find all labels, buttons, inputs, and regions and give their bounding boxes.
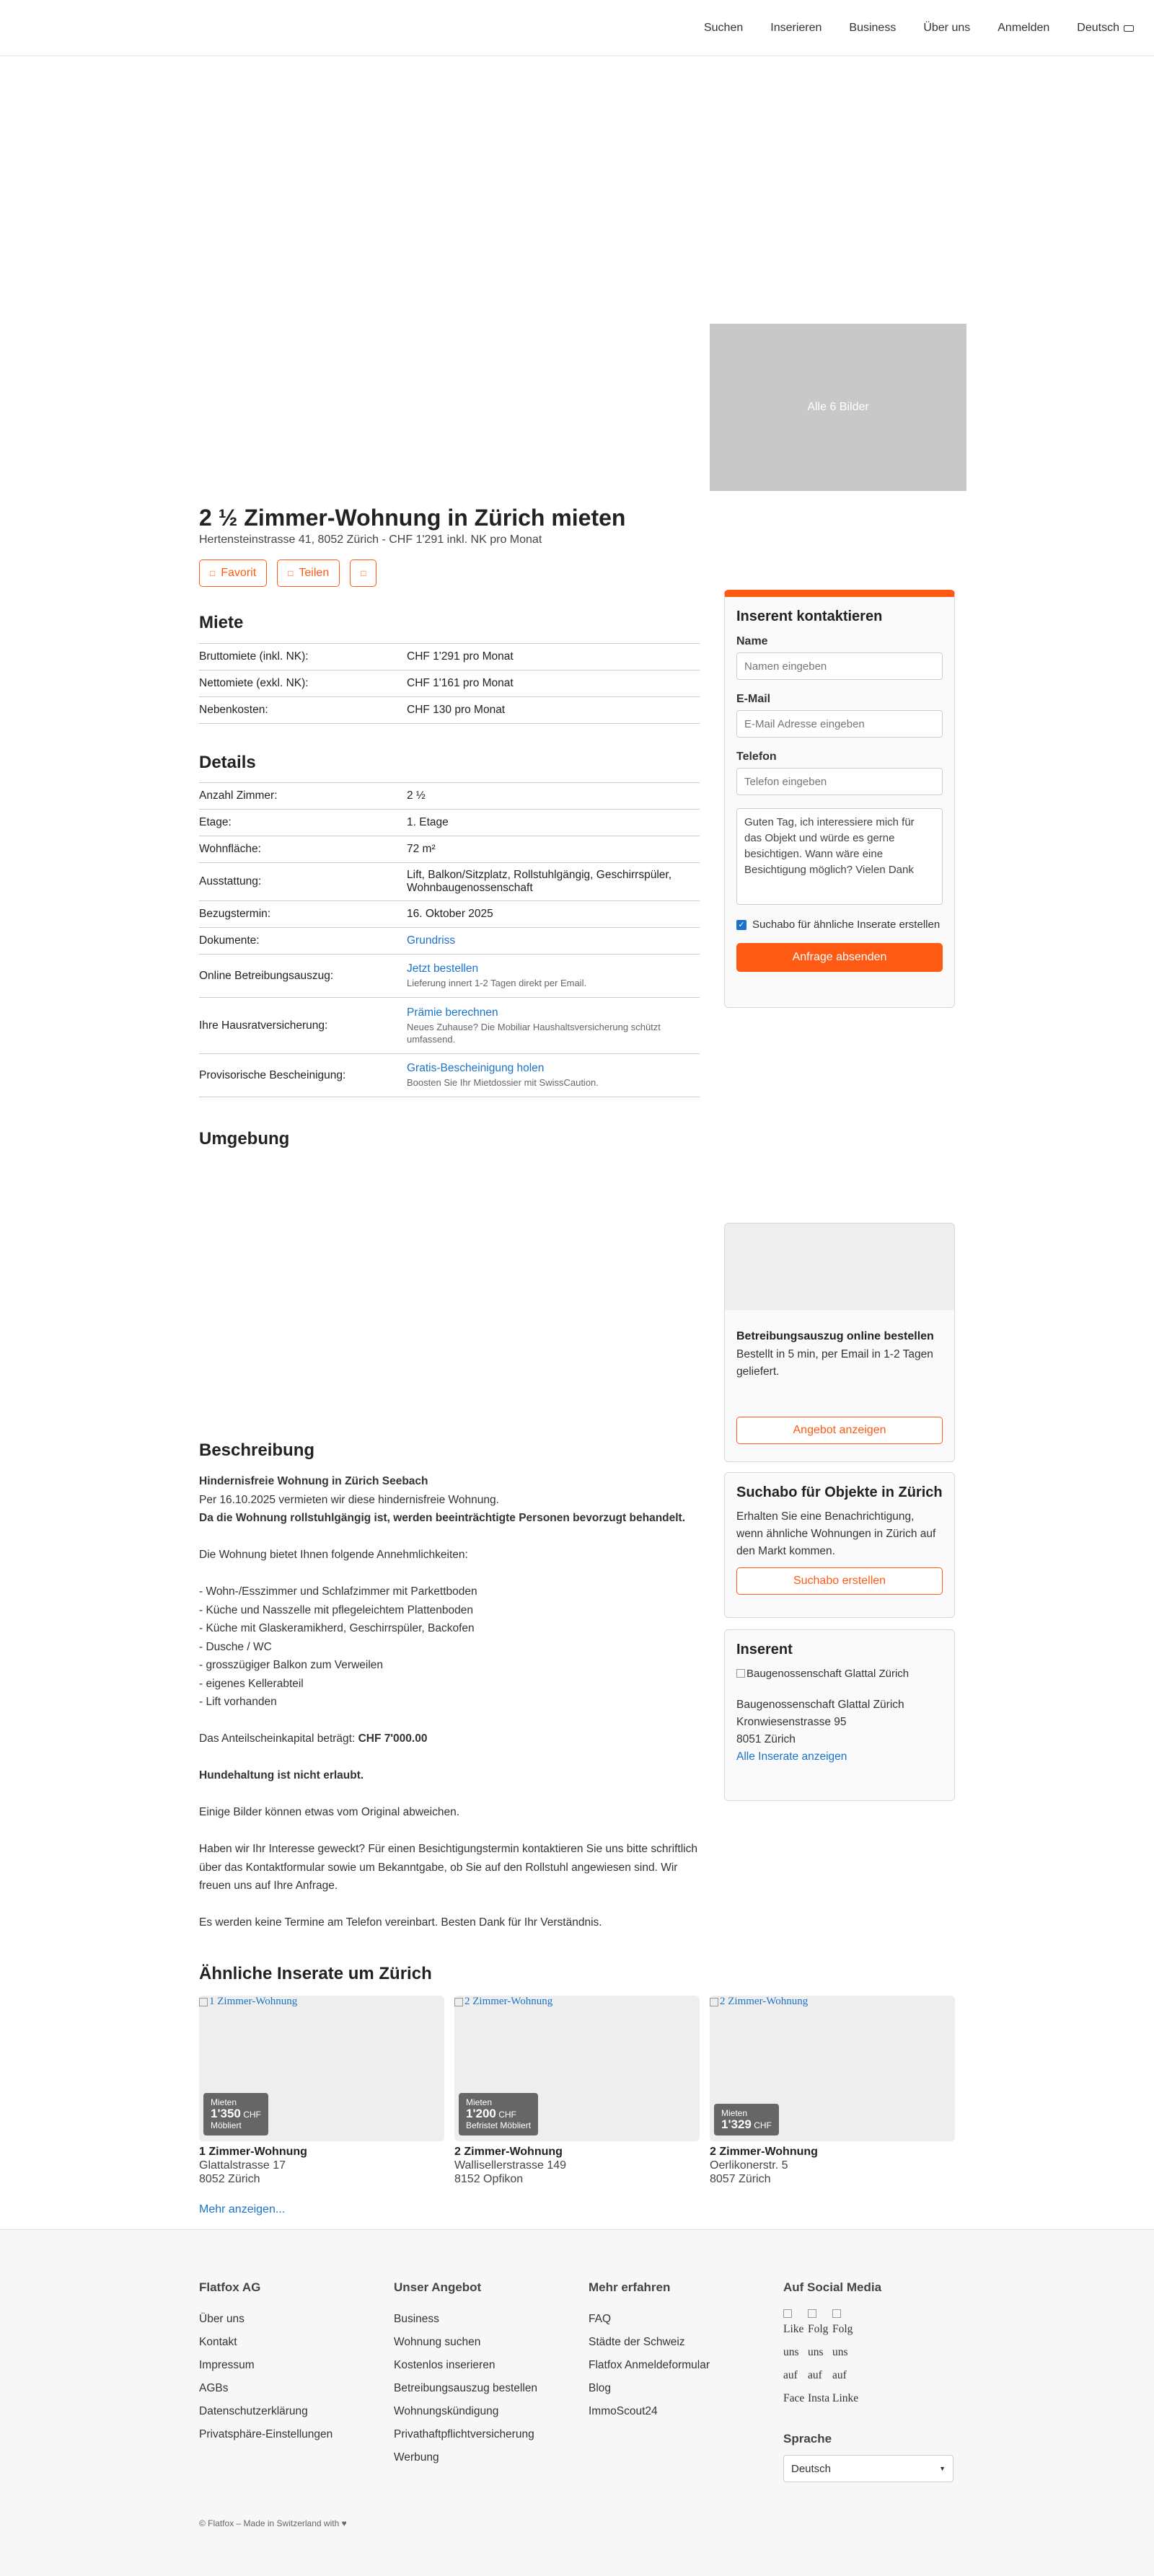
nav-login[interactable]: Anmelden: [997, 22, 1050, 34]
debt-note: Lieferung innert 1-2 Tagen direkt per Email.: [407, 978, 587, 988]
heart-icon: □: [210, 568, 216, 578]
more-listings-link[interactable]: Mehr anzeigen...: [199, 2203, 286, 2216]
table-row: [199, 644, 700, 670]
price-value: 1'350: [211, 2107, 241, 2120]
row-key: Ihre Hausratversicherung:: [199, 1019, 328, 1032]
table-row: [199, 863, 700, 901]
amenity-item: - eigenes Kellerabteil: [199, 1677, 304, 1690]
table-row: [199, 928, 700, 955]
email-label: E-Mail: [736, 693, 771, 705]
price-currency: CHF: [754, 2120, 772, 2130]
social-alt-line: auf: [832, 2369, 847, 2381]
checkbox-checked-icon[interactable]: ✓: [736, 920, 746, 930]
footer-link[interactable]: Wohnungskündigung: [394, 2405, 499, 2417]
contact-title: Inserent kontaktieren: [736, 608, 883, 624]
broken-image-icon: [783, 2309, 792, 2318]
footer-col-title: Flatfox AG: [199, 2280, 261, 2294]
footer-link[interactable]: Städte der Schweiz: [589, 2336, 685, 2348]
all-listings-link[interactable]: Alle Inserate anzeigen: [736, 1750, 847, 1763]
row-key: Wohnfläche:: [199, 843, 261, 855]
main-nav: [677, 20, 1134, 36]
floorplan-link[interactable]: Grundriss: [407, 934, 456, 947]
footer-link[interactable]: Privatsphäre-Einstellungen: [199, 2428, 333, 2440]
amenity-item: - Dusche / WC: [199, 1640, 272, 1653]
capital-label: Das Anteilscheinkapital beträgt:: [199, 1732, 358, 1745]
name-input[interactable]: [736, 652, 943, 680]
rent-section-title: Miete: [199, 613, 244, 632]
footer-link[interactable]: Business: [394, 2313, 439, 2325]
social-alt-line: Folg: [832, 2323, 853, 2335]
description-phone-note: Es werden keine Termine am Telefon vereinbart. Besten Dank für Ihr Verständnis.: [199, 1916, 602, 1929]
broken-image-icon: [832, 2309, 841, 2318]
message-textarea[interactable]: [736, 808, 943, 905]
similar-listing-title[interactable]: 2 Zimmer-Wohnung: [454, 2146, 563, 2158]
price-value: 1'329: [721, 2117, 752, 2131]
details-section-title: Details: [199, 753, 256, 772]
listing-subtitle: Hertensteinstrasse 41, 8052 Zürich - CHF 1'291 inkl. NK pro Monat: [199, 534, 542, 546]
nav-about[interactable]: Über uns: [923, 22, 971, 34]
social-alt-line: auf: [808, 2369, 822, 2381]
amenity-item: - Lift vorhanden: [199, 1696, 277, 1708]
description-capital: [199, 1730, 700, 1748]
facebook-icon[interactable]: [783, 2306, 805, 2410]
description-intro: Per 16.10.2025 vermieten wir diese hindernisfreie Wohnung.: [199, 1493, 499, 1506]
similar-listing-card[interactable]: [710, 1996, 955, 2186]
footer-link[interactable]: FAQ: [589, 2313, 612, 2325]
price-extra: Befristet Möbliert: [466, 2120, 532, 2130]
amenity-item: - Küche mit Glaskeramikherd, Geschirrspüler, Backofen: [199, 1622, 475, 1634]
row-key: Nebenkosten:: [199, 704, 268, 716]
footer-link[interactable]: Betreibungsauszug bestellen: [394, 2382, 538, 2394]
search-subscription-card: [724, 1472, 955, 1618]
nav-language[interactable]: [1077, 20, 1134, 36]
broken-image-icon: [199, 1998, 208, 2006]
similar-listing-street: Wallisellerstrasse 149: [454, 2159, 567, 2172]
similar-listing-title[interactable]: 2 Zimmer-Wohnung: [710, 2146, 818, 2158]
description-amenities-intro: Die Wohnung bietet Ihnen folgende Annehmlichkeiten:: [199, 1549, 468, 1561]
social-alt-line: Linke: [832, 2392, 859, 2404]
similar-listing-alt: [710, 1996, 808, 2008]
price-tag-label: Mieten: [466, 2097, 493, 2107]
row-key: Nettomiete (exkl. NK):: [199, 677, 309, 689]
nav-language-label: Deutsch: [1077, 22, 1119, 34]
search-subscription-text: Erhalten Sie eine Benachrichtigung, wenn ähnliche Wohnungen in Zürich auf den Markt kommen.: [736, 1510, 936, 1557]
capital-value: CHF 7'000.00: [358, 1732, 428, 1745]
price-tag: [203, 2093, 268, 2135]
footer-link[interactable]: Wohnung suchen: [394, 2336, 481, 2348]
description-pets: Hundehaltung ist nicht erlaubt.: [199, 1769, 364, 1781]
gallery-all-images-label: Alle 6 Bilder: [807, 401, 869, 413]
social-alt-line: uns: [808, 2346, 824, 2358]
row-key: Online Betreibungsauszug:: [199, 969, 334, 982]
row-value: 2 ½: [407, 789, 426, 802]
price-value: 1'200: [466, 2107, 496, 2120]
price-tag: [714, 2104, 779, 2135]
broken-image-icon: [710, 1998, 718, 2006]
footer-link[interactable]: ImmoScout24: [589, 2405, 658, 2417]
row-key: Etage:: [199, 816, 232, 828]
table-row: [199, 670, 700, 697]
similar-listing-alt: [199, 1996, 297, 2008]
row-key: Anzahl Zimmer:: [199, 789, 278, 802]
debt-offer-card: [724, 1223, 955, 1462]
subscribe-label: Suchabo für ähnliche Inserate erstellen: [752, 919, 941, 931]
nav-business[interactable]: Business: [849, 22, 897, 34]
table-row: [199, 901, 700, 928]
social-alt-line: auf: [783, 2369, 798, 2381]
rent-table: [199, 643, 700, 724]
language-icon: [1124, 25, 1134, 32]
footer-link[interactable]: Über uns: [199, 2313, 245, 2325]
search-subscription-title: Suchabo für Objekte in Zürich: [736, 1484, 943, 1500]
favorite-button[interactable]: [199, 559, 267, 587]
advertiser-street: Kronwiesenstrasse 95: [736, 1716, 847, 1728]
row-value: 1. Etage: [407, 816, 449, 828]
similar-section-title: Ähnliche Inserate um Zürich: [199, 1964, 432, 1983]
similar-listing-alt-text: 2 Zimmer-Wohnung: [720, 1996, 809, 2007]
similar-listing-title[interactable]: 1 Zimmer-Wohnung: [199, 2146, 307, 2158]
language-select[interactable]: [783, 2455, 953, 2482]
row-key: Bezugstermin:: [199, 908, 271, 920]
certificate-note: Boosten Sie Ihr Mietdossier mit SwissCaution.: [407, 1077, 599, 1088]
social-alt-line: Face: [783, 2392, 805, 2404]
details-table: [199, 782, 700, 1097]
debt-offer-text: Bestellt in 5 min, per Email in 1-2 Tagen geliefert.: [736, 1348, 933, 1378]
advertiser-title: Inserent: [736, 1642, 793, 1657]
email-input[interactable]: [736, 710, 943, 738]
row-key: Provisorische Bescheinigung:: [199, 1068, 346, 1081]
subscribe-checkbox-row[interactable]: [736, 917, 943, 933]
footer-col-social: [783, 2280, 953, 2482]
table-row: [199, 783, 700, 810]
similar-listing-image[interactable]: [199, 1996, 444, 2141]
contact-form-card: [724, 590, 955, 1008]
row-key: Bruttomiete (inkl. NK):: [199, 650, 309, 663]
footer-link[interactable]: Blog: [589, 2382, 612, 2394]
price-tag: [459, 2093, 538, 2135]
page-title: 2 ½ Zimmer-Wohnung in Zürich mieten: [199, 505, 626, 531]
submit-inquiry-button[interactable]: Anfrage absenden: [736, 943, 943, 972]
price-currency: CHF: [498, 2110, 516, 2120]
row-value: CHF 130 pro Monat: [407, 704, 506, 716]
linkedin-icon[interactable]: [832, 2306, 859, 2410]
footer-link[interactable]: Impressum: [199, 2359, 255, 2371]
share-button[interactable]: [277, 559, 340, 587]
footer-col-offer: [394, 2280, 537, 2469]
copyright: © Flatfox – Made in Switzerland with ♥: [199, 2518, 347, 2528]
amenity-item: - Wohn-/Esszimmer und Schlafzimmer mit Parkettboden: [199, 1585, 477, 1598]
social-links: [783, 2306, 953, 2410]
footer-col-company: [199, 2280, 332, 2446]
social-alt-line: Like: [783, 2323, 804, 2335]
row-key: Ausstattung:: [199, 875, 262, 888]
instagram-icon[interactable]: [808, 2306, 830, 2410]
name-label: Name: [736, 635, 768, 647]
debt-offer-title: Betreibungsauszug online bestellen: [736, 1330, 934, 1342]
social-alt-line: Insta: [808, 2392, 830, 2404]
similar-listing-image[interactable]: [710, 1996, 955, 2141]
site-footer: [0, 2229, 1154, 2576]
more-icon: □: [361, 568, 366, 578]
advertiser-logo: [736, 1665, 943, 1682]
footer-link[interactable]: Kostenlos inserieren: [394, 2359, 495, 2371]
similar-listing-alt-text: 2 Zimmer-Wohnung: [464, 1996, 553, 2007]
table-row: [199, 998, 700, 1054]
favorite-label: Favorit: [221, 567, 257, 579]
phone-label: Telefon: [736, 751, 777, 763]
table-row: [199, 810, 700, 836]
table-row: [199, 697, 700, 724]
description-contact-note: Haben wir Ihr Interesse geweckt? Für einen Besichtigungstermin kontaktieren Sie uns bitte schriftlich über das Kontaktformular sowie um Bekanntgabe, ob Sie auf den Rollstuhl angewiesen sind. Wir freuen uns auf Ihre Anfrage.: [199, 1843, 697, 1892]
insurance-note: Neues Zuhause? Die Mobiliar Haushaltsversicherung schützt umfassend.: [407, 1021, 661, 1045]
price-tag-label: Mieten: [211, 2097, 237, 2107]
similar-listing-card[interactable]: [454, 1996, 700, 2186]
similar-listings: [199, 1996, 955, 2186]
amenity-item: - Küche und Nasszelle mit pflegeleichtem Plattenboden: [199, 1603, 473, 1616]
price-currency: CHF: [243, 2110, 261, 2120]
description-priority: Da die Wohnung rollstuhlgängig ist, werden beeinträchtigte Personen bevorzugt behandelt.: [199, 1512, 686, 1524]
share-icon: □: [288, 568, 294, 578]
footer-col-title: Mehr erfahren: [589, 2280, 671, 2294]
footer-col-title: Unser Angebot: [394, 2280, 482, 2294]
similar-listing-street: Glattalstrasse 17: [199, 2159, 286, 2172]
footer-col-learn: [589, 2280, 710, 2423]
advertiser-name: Baugenossenschaft Glattal Zürich: [736, 1699, 904, 1711]
footer-col-title: Auf Social Media: [783, 2280, 882, 2294]
broken-image-icon: [454, 1998, 463, 2006]
similar-listing-image[interactable]: [454, 1996, 700, 2141]
broken-image-icon: [736, 1669, 745, 1678]
caret-down-icon: ▼: [939, 2465, 946, 2472]
debt-offer-button[interactable]: Angebot anzeigen: [736, 1417, 943, 1444]
social-alt-line: Folg: [808, 2323, 829, 2335]
price-extra: Möbliert: [211, 2120, 242, 2130]
nav-search[interactable]: Suchen: [703, 22, 744, 34]
gallery-all-images-button[interactable]: [710, 324, 966, 491]
description-heading: Hindernisfreie Wohnung in Zürich Seebach: [199, 1475, 428, 1487]
amenity-item: - grosszügiger Balkon zum Verweilen: [199, 1659, 384, 1671]
advertiser-logo-alt: Baugenossenschaft Glattal Zürich: [746, 1668, 909, 1680]
site-header: [0, 0, 1154, 56]
similar-listing-city: 8152 Opfikon: [454, 2173, 524, 2185]
surroundings-section-title: Umgebung: [199, 1129, 290, 1148]
similar-listing-alt: [454, 1996, 552, 2008]
footer-link[interactable]: Datenschutzerklärung: [199, 2405, 308, 2417]
similar-listing-street: Oerlikonerstr. 5: [710, 2159, 788, 2172]
similar-listing-city: 8052 Zürich: [199, 2173, 260, 2185]
footer-link[interactable]: AGBs: [199, 2382, 229, 2394]
similar-listing-card[interactable]: [199, 1996, 444, 2186]
table-row: [199, 1054, 700, 1097]
similar-listing-alt-text: 1 Zimmer-Wohnung: [209, 1996, 298, 2007]
description-section-title: Beschreibung: [199, 1440, 315, 1460]
insurance-link[interactable]: Prämie berechnen: [407, 1006, 498, 1019]
description-body: [199, 1472, 700, 1932]
table-row: [199, 836, 700, 863]
advertiser-city: 8051 Zürich: [736, 1733, 796, 1745]
similar-listing-city: 8057 Zürich: [710, 2173, 771, 2185]
language-title: Sprache: [783, 2432, 832, 2446]
social-alt-line: uns: [783, 2346, 799, 2358]
price-tag-label: Mieten: [721, 2108, 748, 2118]
footer-link[interactable]: Werbung: [394, 2451, 439, 2464]
share-label: Teilen: [299, 567, 330, 579]
language-select-value: Deutsch: [791, 2462, 832, 2475]
table-row: [199, 955, 700, 998]
footer-link[interactable]: Privathaftpflichtversicherung: [394, 2428, 534, 2440]
broken-image-icon: [808, 2309, 816, 2318]
create-search-subscription-button[interactable]: Suchabo erstellen: [736, 1567, 943, 1595]
certificate-link[interactable]: Gratis-Bescheinigung holen: [407, 1062, 545, 1074]
row-value: 16. Oktober 2025: [407, 908, 493, 920]
footer-link[interactable]: Flatfox Anmeldeformular: [589, 2359, 710, 2371]
row-key: Dokumente:: [199, 934, 260, 947]
row-value: 72 m²: [407, 843, 436, 855]
nav-advertise[interactable]: Inserieren: [770, 22, 822, 34]
debt-offer-image: [725, 1223, 954, 1310]
row-value: CHF 1'161 pro Monat: [407, 677, 514, 689]
footer-link[interactable]: Kontakt: [199, 2336, 237, 2348]
row-value: CHF 1'291 pro Monat: [407, 650, 514, 663]
phone-input[interactable]: [736, 768, 943, 795]
description-images-note: Einige Bilder können etwas vom Original abweichen.: [199, 1806, 460, 1818]
listing-actions: [199, 559, 376, 587]
row-value: Lift, Balkon/Sitzplatz, Rollstuhlgängig, Geschirrspüler, Wohnbaugenossenschaft: [407, 869, 672, 894]
social-alt-line: uns: [832, 2346, 848, 2358]
more-button[interactable]: [350, 559, 376, 587]
advertiser-card: [724, 1629, 955, 1801]
debt-order-link[interactable]: Jetzt bestellen: [407, 962, 479, 975]
